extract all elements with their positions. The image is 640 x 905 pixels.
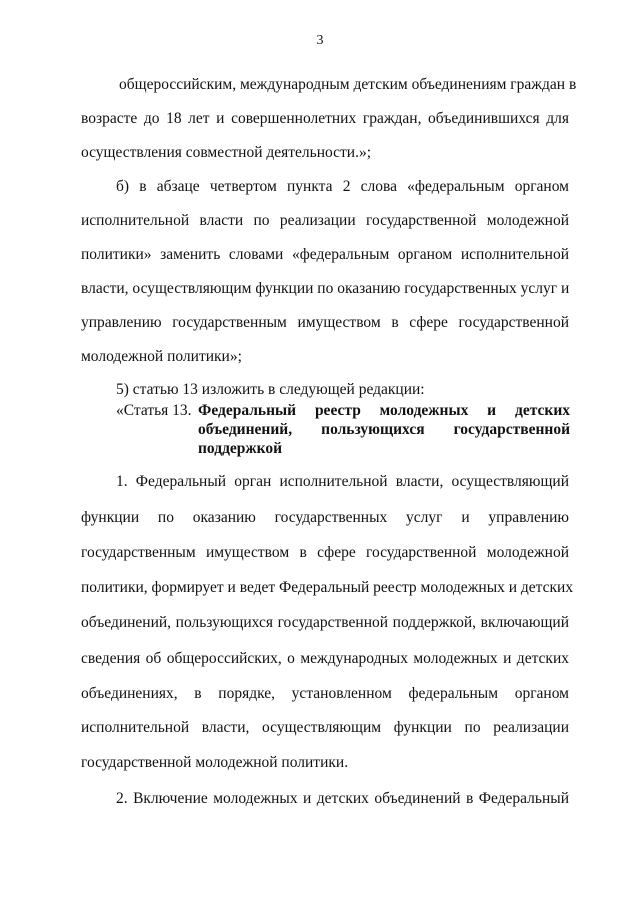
page-number: 3 bbox=[316, 33, 324, 48]
text-line: исполнительной власти, осуществляющим функции по реализации bbox=[81, 719, 569, 736]
text-line: возрасте до 18 лет и совершеннолетних граждан, объединившихся для bbox=[81, 110, 569, 127]
text-line: осуществления совместной деятельности.»; bbox=[81, 144, 372, 161]
text-line: функции по оказанию государственных услуг и управлению bbox=[81, 509, 569, 526]
text-line: управлению государственным имуществом в сфере государственной bbox=[81, 314, 569, 331]
text-line: политики, формирует и ведет Федеральный реестр молодежных и детских bbox=[81, 579, 574, 596]
text-line: объединениях, в порядке, установленном федеральным органом bbox=[81, 685, 569, 702]
text-line: 1. Федеральный орган исполнительной власти, осуществляющий bbox=[116, 473, 569, 490]
text-line: государственным имуществом в сфере государственной молодежной bbox=[81, 544, 569, 561]
text-line: политики» заменить словами «федеральным органом исполнительной bbox=[81, 246, 569, 263]
article-title-line: Федеральный реестр молодежных и детских bbox=[198, 402, 570, 419]
text-line: исполнительной власти по реализации государственной молодежной bbox=[81, 212, 569, 229]
article-prefix: «Статья 13. bbox=[116, 402, 192, 419]
text-line: 5) статью 13 изложить в следующей редакции: bbox=[116, 381, 425, 398]
article-title-line: объединений, пользующихся государственной bbox=[198, 421, 570, 438]
text-line: общероссийским, международным детским объединениям граждан в bbox=[119, 76, 577, 93]
text-line: б) в абзаце четвертом пункта 2 слова «федеральным органом bbox=[116, 178, 569, 195]
text-line: объединений, пользующихся государственной поддержкой, включающий bbox=[81, 614, 569, 631]
text-line: молодежной политики»; bbox=[81, 348, 242, 365]
text-line: 2. Включение молодежных и детских объединений в Федеральный bbox=[116, 790, 569, 807]
text-line: сведения об общероссийских, о международных молодежных и детских bbox=[81, 650, 569, 667]
text-line: власти, осуществляющим функции по оказанию государственных услуг и bbox=[81, 280, 570, 297]
text-line: государственной молодежной политики. bbox=[81, 754, 349, 771]
article-title-line: поддержкой bbox=[198, 440, 283, 457]
